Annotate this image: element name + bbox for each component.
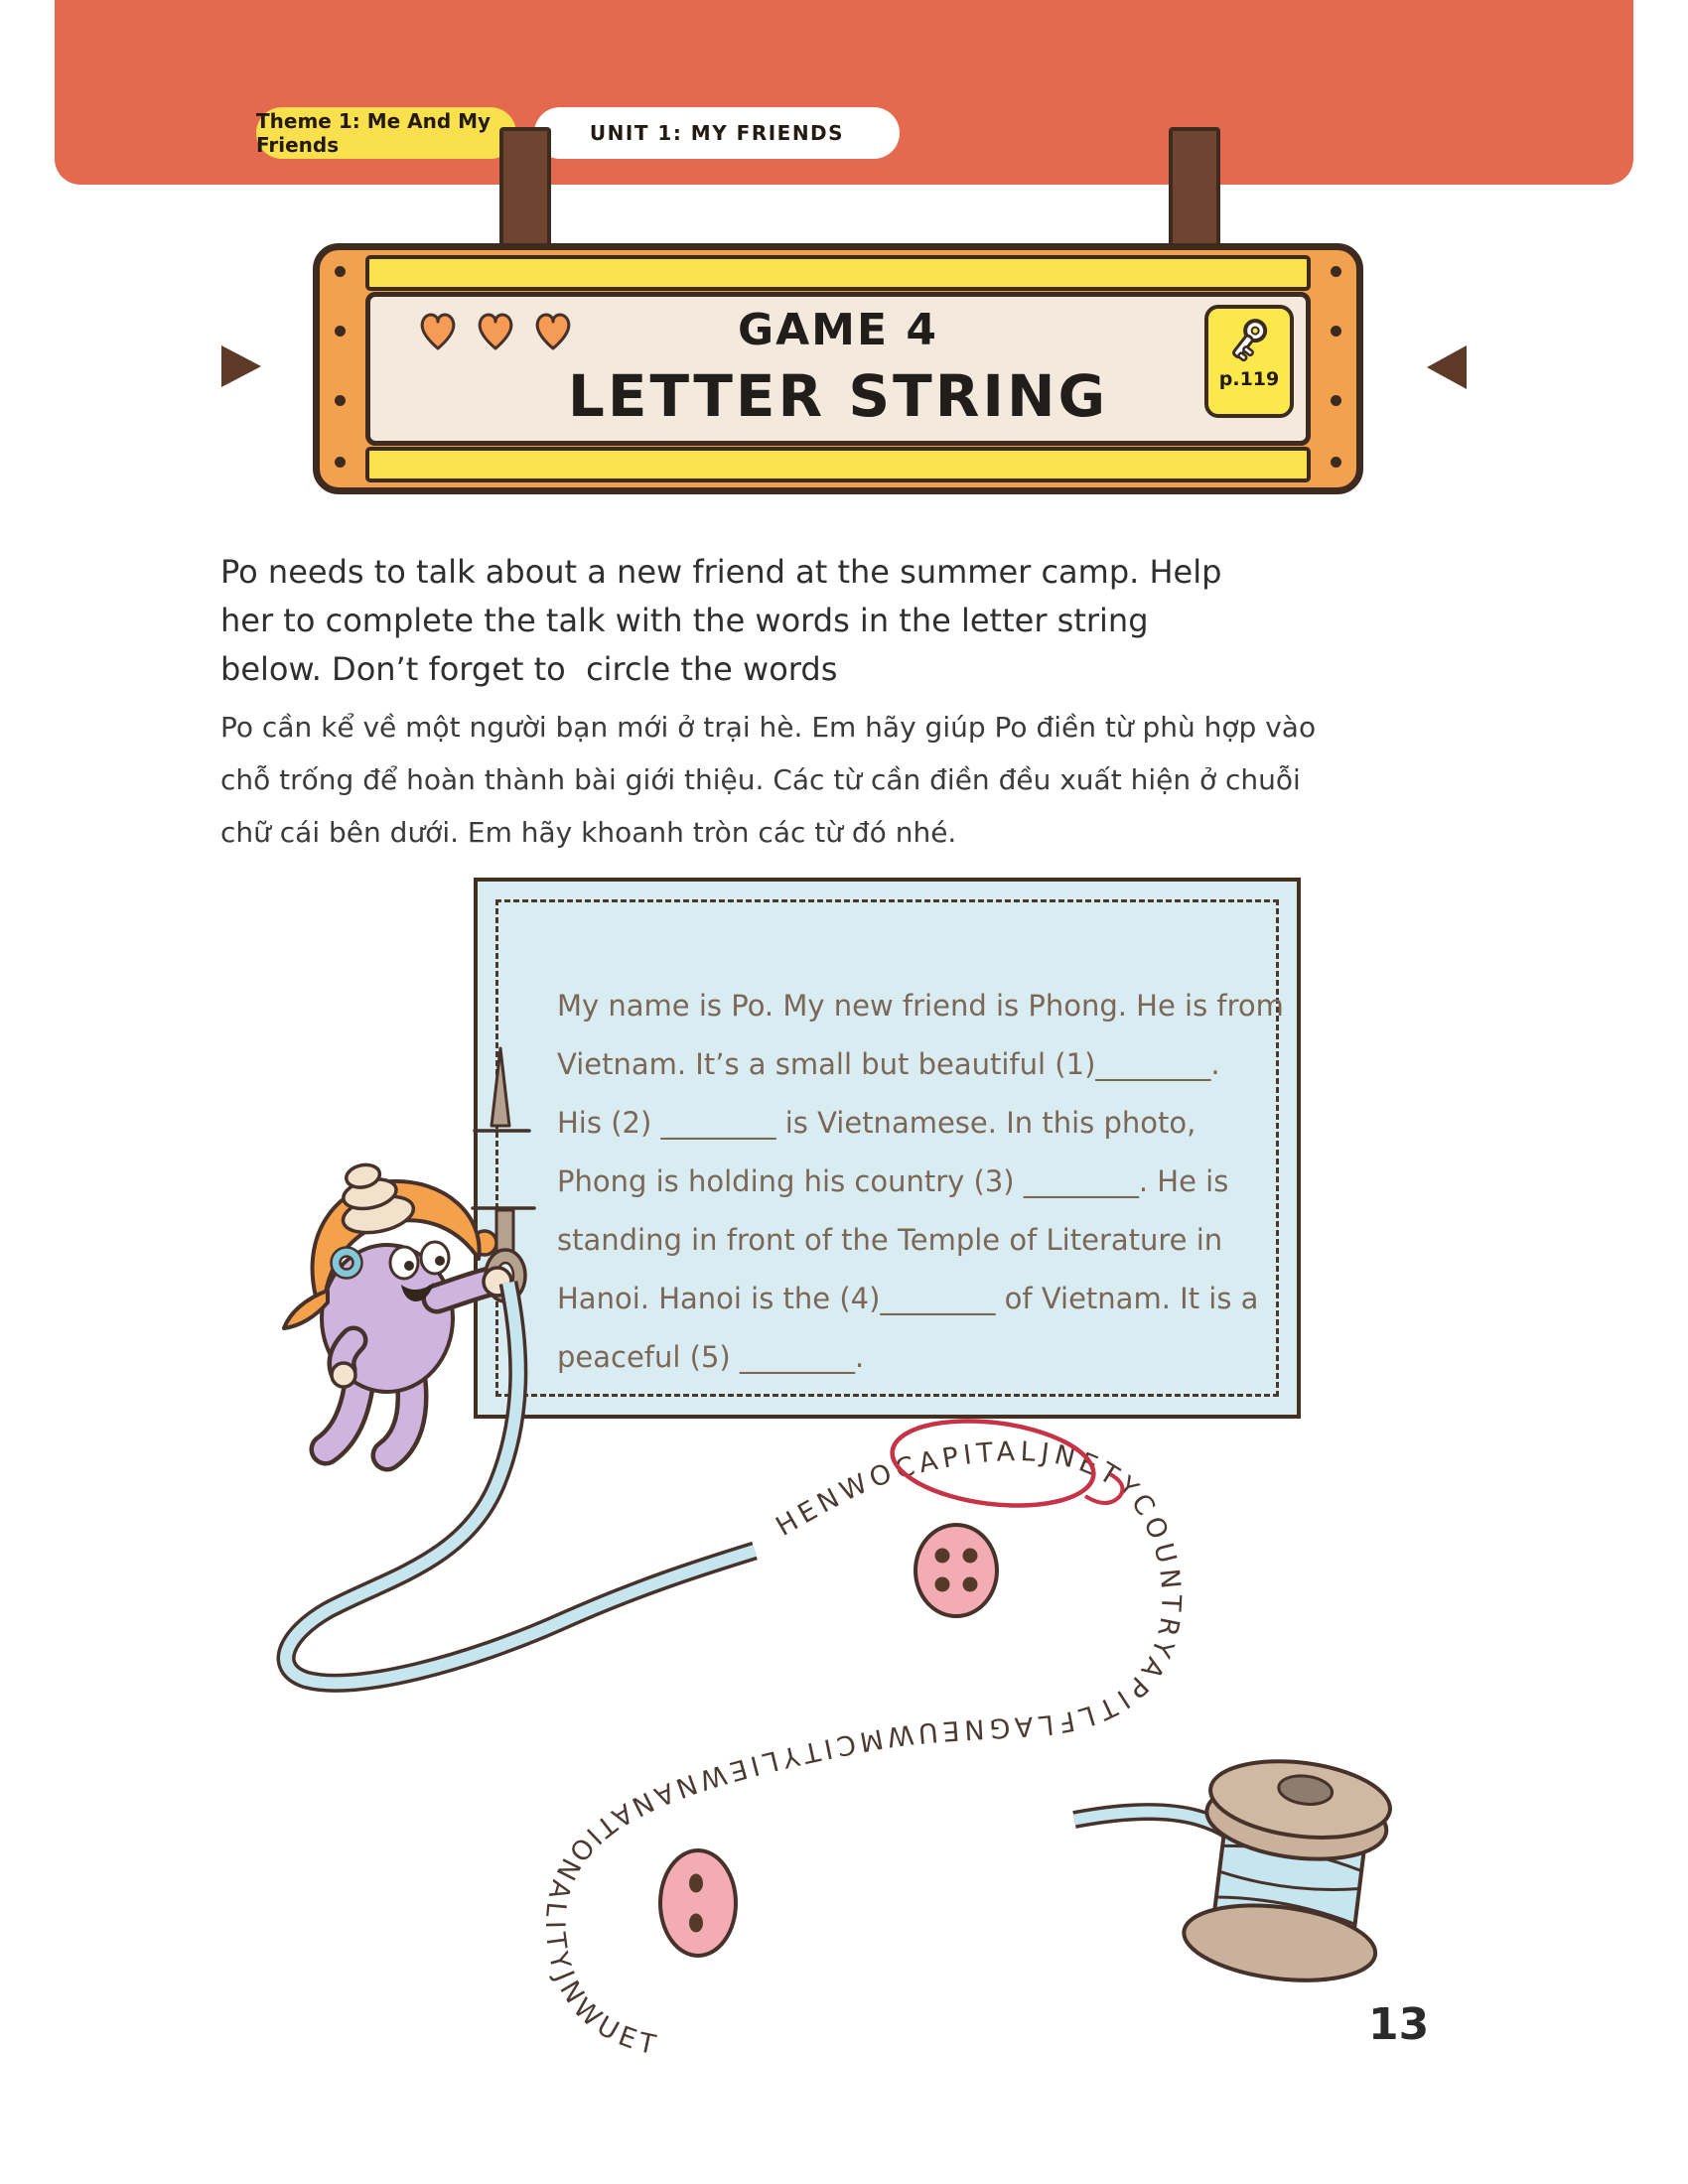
- rivet-dot: [1331, 266, 1341, 277]
- text-line: Po cần kể về một người bạn mới ở trại hè. Em hãy giúp Po điền từ phù hợp vào: [220, 711, 1317, 744]
- text-line: peaceful (5) ________.: [557, 1340, 865, 1374]
- shell-hat: [333, 1157, 417, 1238]
- story-box: [474, 878, 1301, 1419]
- theme-label: Theme 1: Me And My Friends: [256, 109, 492, 157]
- text-line: Vietnam. It’s a small but beautiful (1)________.: [557, 1047, 1220, 1081]
- key-page-ref: p.119: [1218, 368, 1280, 390]
- instruction-vietnamese: [220, 701, 1316, 859]
- text-line: chỗ trống để hoàn thành bài giới thiệu. Các từ cần điền đều xuất hiện ở chuỗi: [220, 763, 1301, 796]
- page-number: 13: [1368, 1999, 1430, 2050]
- rivet-dot: [1331, 395, 1341, 406]
- text-line: Hanoi. Hanoi is the (4)________ of Vietnam. It is a: [557, 1282, 1259, 1315]
- left-triangle-arrow-icon: [1427, 345, 1467, 389]
- key-icon: [1221, 313, 1277, 370]
- instruction-english: [220, 548, 1221, 694]
- eyes: [390, 1242, 449, 1279]
- sign-strip-top: [365, 255, 1311, 291]
- rivet-dot: [335, 266, 346, 277]
- unit-pill: [534, 107, 900, 159]
- game-label: GAME 4: [738, 305, 938, 355]
- circled-word-mark: [888, 1411, 1123, 1516]
- text-line: her to complete the talk with the words in the letter string: [220, 602, 1149, 639]
- thread-spool-icon: [1180, 1751, 1397, 1990]
- theme-pill: [256, 107, 516, 159]
- text-line: below. Don’t forget to circle the words: [220, 650, 838, 688]
- letter-string-text: HENWOCAPITALJNETYCOUNTRYAPITLFLAGNEUWMCITYLIEWNANATIONALITYJNWUET: [538, 1435, 1187, 2063]
- rivet-dot: [335, 395, 346, 406]
- rivet-dot: [335, 457, 346, 468]
- button-icon: [660, 1850, 736, 1956]
- rivet-dot: [1331, 457, 1341, 468]
- unit-label: UNIT 1: MY FRIENDS: [589, 121, 845, 145]
- po-character: [284, 1157, 496, 1455]
- letter-string: [539, 1436, 1187, 2062]
- rivet-dot: [1331, 326, 1341, 337]
- mouth: [401, 1283, 434, 1301]
- right-triangle-arrow-icon: [221, 345, 261, 387]
- story-text: [557, 977, 1284, 1387]
- text-line: Phong is holding his country (3) ________. He is: [557, 1164, 1229, 1198]
- sign-strip-bottom: [365, 447, 1311, 482]
- sign-title: LETTER STRING: [567, 362, 1109, 430]
- thread-tail: [1074, 1812, 1245, 1847]
- text-line: My name is Po. My new friend is Phong. He is from: [557, 989, 1284, 1023]
- earring: [332, 1248, 362, 1279]
- po-hand: [332, 1363, 355, 1387]
- text-line: Po needs to talk about a new friend at the summer camp. Help: [220, 553, 1222, 591]
- button-icon: [915, 1525, 997, 1616]
- sign-board: [313, 243, 1363, 494]
- answer-key-badge: [1204, 305, 1294, 418]
- text-line: His (2) ________ is Vietnamese. In this photo,: [557, 1106, 1196, 1140]
- sign-panel: [365, 292, 1311, 446]
- hair: [313, 1181, 480, 1297]
- header-bar: [55, 0, 1633, 185]
- text-line: standing in front of the Temple of Literature in: [557, 1223, 1223, 1257]
- rivet-dot: [335, 326, 346, 337]
- text-line: chữ cái bên dưới. Em hãy khoanh tròn các từ đó nhé.: [220, 816, 957, 849]
